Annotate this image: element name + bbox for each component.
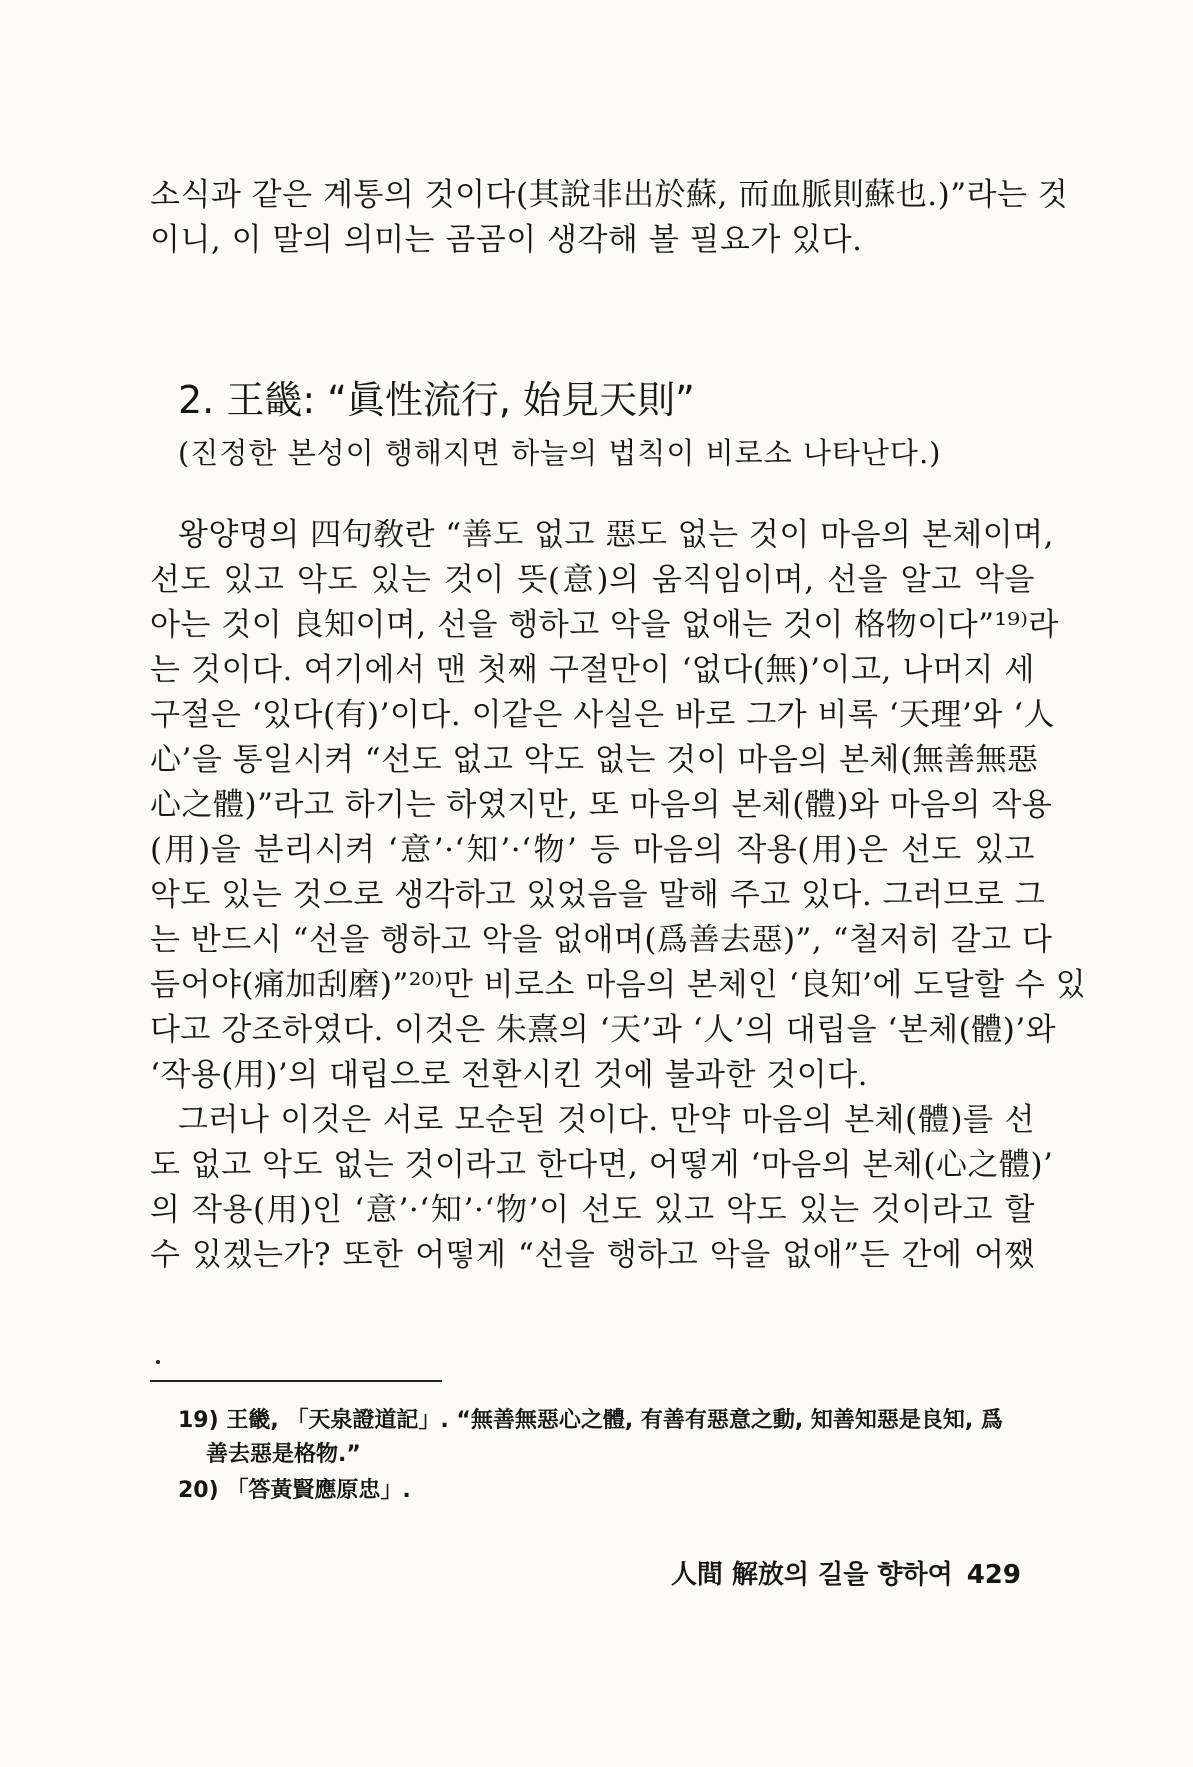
page-number: 429	[966, 1560, 1021, 1590]
footnote-19: 19) 王畿, 「天泉證道記」. “無善無惡心之體, 有善有惡意之動, 知善知惡是良知, 爲	[178, 1408, 1003, 1433]
footnote-divider	[150, 1380, 442, 1382]
text-line: 그러나 이것은 서로 모순된 것이다. 만약 마음의 본체(體)를 선	[178, 1102, 1035, 1138]
text-line: 악도 있는 것으로 생각하고 있었음을 말해 주고 있다. 그러므로 그	[150, 877, 1046, 913]
text-line: 구절은 ‘있다(有)’이다. 이같은 사실은 바로 그가 비록 ‘天理’와 ‘人	[150, 697, 1056, 733]
text-line: 도 없고 악도 없는 것이라고 한다면, 어떻게 ‘마음의 본체(心之體)’	[150, 1147, 1054, 1183]
text-line: 왕양명의 四句敎란 “善도 없고 惡도 없는 것이 마음의 본체이며,	[178, 517, 1054, 553]
footnote-20: 20) 「答黃賢應原忠」.	[178, 1478, 411, 1503]
text-line: 는 반드시 “선을 행하고 악을 없애며(爲善去惡)”, “철저히 갈고 다	[150, 922, 1053, 958]
running-title: 人間 解放의 길을 향하여	[670, 1560, 953, 1590]
text-line: 이니, 이 말의 의미는 곰곰이 생각해 볼 필요가 있다.	[150, 222, 863, 258]
text-line: 듬어야(痛加刮磨)”²⁰⁾만 비로소 마음의 본체인 ‘良知’에 도달할 수 있	[150, 967, 1087, 1003]
text-line: 다고 강조하였다. 이것은 朱熹의 ‘天’과 ‘人’의 대립을 ‘본체(體)’와	[150, 1012, 1057, 1048]
text-line: 는 것이다. 여기에서 맨 첫째 구절만이 ‘없다(無)’이고, 나머지 세	[150, 652, 1035, 688]
text-line: 心’을 통일시켜 “선도 없고 악도 없는 것이 마음의 본체(無善無惡	[150, 742, 1039, 778]
text-line: 선도 있고 악도 있는 것이 뜻(意)의 움직임이며, 선을 알고 악을	[150, 562, 1035, 598]
text-line: 의 작용(用)인 ‘意’·‘知’·‘物’이 선도 있고 악도 있는 것이라고 할	[150, 1192, 1035, 1228]
text-line: (用)을 분리시켜 ‘意’·‘知’·‘物’ 등 마음의 작용(用)은 선도 있고	[150, 832, 1035, 868]
text-line: 心之體)”라고 하기는 하였지만, 또 마음의 본체(體)와 마음의 작용	[150, 787, 1053, 823]
section-subheading: (진정한 본성이 행해지면 하늘의 법칙이 비로소 나타난다.)	[178, 436, 942, 470]
text-line: 수 있겠는가? 또한 어떻게 “선을 행하고 악을 없애”든 간에 어쨌	[150, 1237, 1035, 1273]
page-footer	[671, 1554, 1021, 1591]
stray-mark	[156, 1360, 160, 1364]
footnote-19-continued: 善去惡是格物.”	[206, 1442, 361, 1467]
text-line: 아는 것이 良知이며, 선을 행하고 악을 없애는 것이 格物이다”¹⁹⁾라	[150, 607, 1059, 643]
section-heading: 2. 王畿: “眞性流行, 始見天則”	[178, 378, 695, 422]
text-line: ‘작용(用)’의 대립으로 전환시킨 것에 불과한 것이다.	[150, 1057, 868, 1093]
text-line: 소식과 같은 계통의 것이다(其說非出於蘇, 而血脈則蘇也.)”라는 것	[150, 177, 1069, 213]
